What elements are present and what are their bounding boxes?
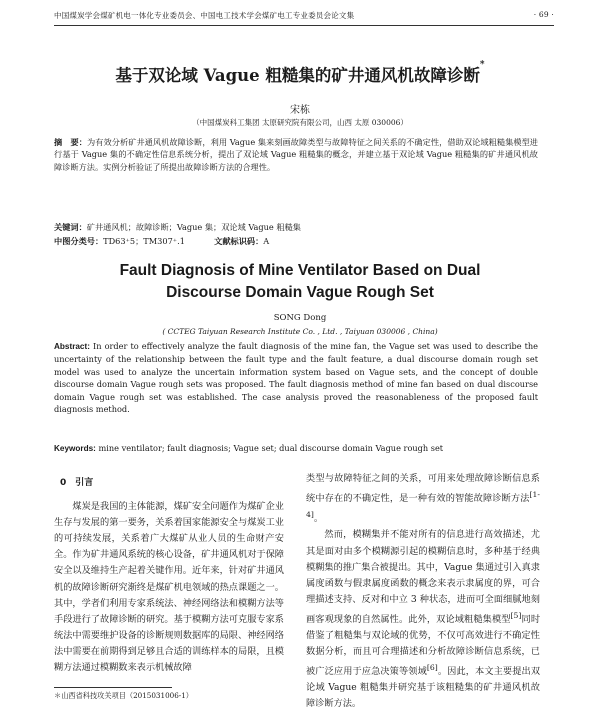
funding-footnote: ＊山西省科技攻关项目（2015031006-1）: [54, 691, 193, 700]
english-abstract-text: In order to effectively analyze the fault diagnosis of the mine fan, the Vague set was used to describe the uncertainty of the relationship between the fault type and the fault feature, a dual discourse domain rough set model was used to analyze the uncertain information system based on Vague sets, and the concept of double discourse domain Vague rough sets was proposed. The fault diagnosis method of mine fan based on dual discourse domain Vague rough set was established. The case analysis proved the reasonableness of the proposed fault diagnosis method.: [54, 341, 538, 415]
footnote-divider: [54, 687, 172, 688]
chinese-affiliation: （中国煤炭科工集团 太原研究院有限公司，山西 太原 030006）: [192, 118, 408, 127]
intro-p2-part-c: 。因此，本文主要提出双论域 Vague 粗糙集并研究基于该粗糙集的矿井通风机故障诊断方法。: [306, 666, 541, 710]
intro-p2-part-a: 然而，模糊集并不能对所有的信息进行高效描述，尤其是面对由多个模糊源引起的模糊信息时，多种基于经典模糊集的推广集合被提出。其中，Vague 集通过引入真隶属度函数与假隶属度函数的概念来表示隶属度的界，可合理描述支持、反对和中立 3 种状态，进而可全面细腻地刻画客观现象的自然属性。此外，双论域粗糙集模型: [306, 529, 540, 625]
intro-p2-part-b: 同时借鉴了粗糙集与双论域的优势，不仅可高效进行不确定性数据分析，而且可合理描述和分析故障诊断信息系统，已被广泛应用于应急决策等领域: [306, 613, 541, 678]
english-keywords: [54, 443, 538, 453]
chinese-abstract: [54, 136, 538, 173]
intro-paragraph-1-continued: [306, 471, 540, 527]
chinese-title-text: 基于双论域 Vague 粗糙集的矿井通风机故障诊断: [115, 66, 480, 85]
english-keywords-label: Keywords:: [54, 444, 96, 453]
running-header: [54, 10, 554, 26]
clc-code: TD63⁺5；TM307⁺.1: [103, 236, 185, 246]
english-title: [0, 260, 600, 304]
classification-line: [54, 236, 538, 247]
english-title-line2: Discourse Domain Vague Rough Set: [166, 284, 434, 301]
english-title-line1: Fault Diagnosis of Mine Ventilator Based on Dual: [119, 262, 481, 279]
body-right-column: [306, 471, 540, 713]
chinese-author: 宋栋: [290, 105, 310, 116]
intro-continued-end: 。: [313, 513, 324, 525]
chinese-abstract-label: 摘 要：: [54, 137, 87, 147]
english-abstract-label: Abstract:: [54, 342, 90, 351]
clc-label: 中图分类号：: [54, 236, 104, 246]
title-footnote-mark: *: [479, 60, 485, 70]
english-affiliation: ( CCTEG Taiyuan Research Institute Co. , Ltd. , Taiyuan 030006 , China): [162, 327, 438, 336]
page-number: · 69 ·: [533, 10, 554, 19]
intro-continued-text: 类型与故障特征之间的关系，可用来处理故障诊断信息系统中存在的不确定性，是一种有效的智能故障诊断方法: [306, 473, 540, 505]
intro-paragraph-2: [306, 527, 540, 712]
doc-code: A: [263, 236, 270, 246]
english-abstract: [54, 340, 538, 415]
citation-5: [5]: [510, 610, 522, 620]
chinese-title: [0, 62, 600, 86]
chinese-keywords-label: 关键词：: [54, 222, 87, 232]
intro-paragraph-1: 煤炭是我国的主体能源，煤矿安全问题作为煤矿企业生存与发展的第一要务，关系着国家能源安全与煤炭工业的可持续发展，关系着广大煤矿从业人员的生命财产安全。作为矿井通风系统的核心设备，矿井通风机对于保障安全以及维持生产起着关键作用。近年来，针对矿井通风机的故障诊断研究渐终是煤矿机电领域的热点课题之一。其中，学者们利用专家系统法、神经网络法和模糊方法等手段进行了故障诊断的研究。基于模糊方法可克服专家系统法中需要维护设备的诊断规则数据库的局限、神经网络法中需要在前期得到足够且合适的训练样本的局限，且模糊方法通过模糊数来表示机械故障: [54, 501, 284, 674]
citation-1-4: [1-4]: [306, 490, 540, 520]
chinese-keywords-text: 矿井通风机；故障诊断；Vague 集；双论域 Vague 粗糙集: [86, 222, 301, 232]
chinese-abstract-text: 为有效分析矿井通风机故障诊断，利用 Vague 集来刻画故障类型与故障特征之间关系的不确定性，借助双论域粗糙集模型进行基于 Vague 集的不确定性信息系统分析，提出了双论域 Vague 粗糙集的概念，并建立基于双论域 Vague 粗糙集的矿井通风机故障诊断方法。实例分析验证了所提出故障诊断方法的合理性。: [54, 137, 538, 172]
body-left-column: [54, 475, 284, 676]
english-author: SONG Dong: [273, 313, 327, 323]
section-heading-introduction: 0 引言: [60, 478, 94, 488]
english-keywords-text: mine ventilator; fault diagnosis; Vague set; dual discourse domain Vague rough set: [98, 443, 444, 453]
journal-name: 中国煤炭学会煤矿机电一体化专业委员会、中国电工技术学会煤矿电工专业委员会论文集: [54, 11, 355, 20]
chinese-keywords: [54, 222, 538, 233]
citation-6: [6]: [426, 663, 438, 673]
doc-code-label: 文献标识码：: [214, 236, 264, 246]
